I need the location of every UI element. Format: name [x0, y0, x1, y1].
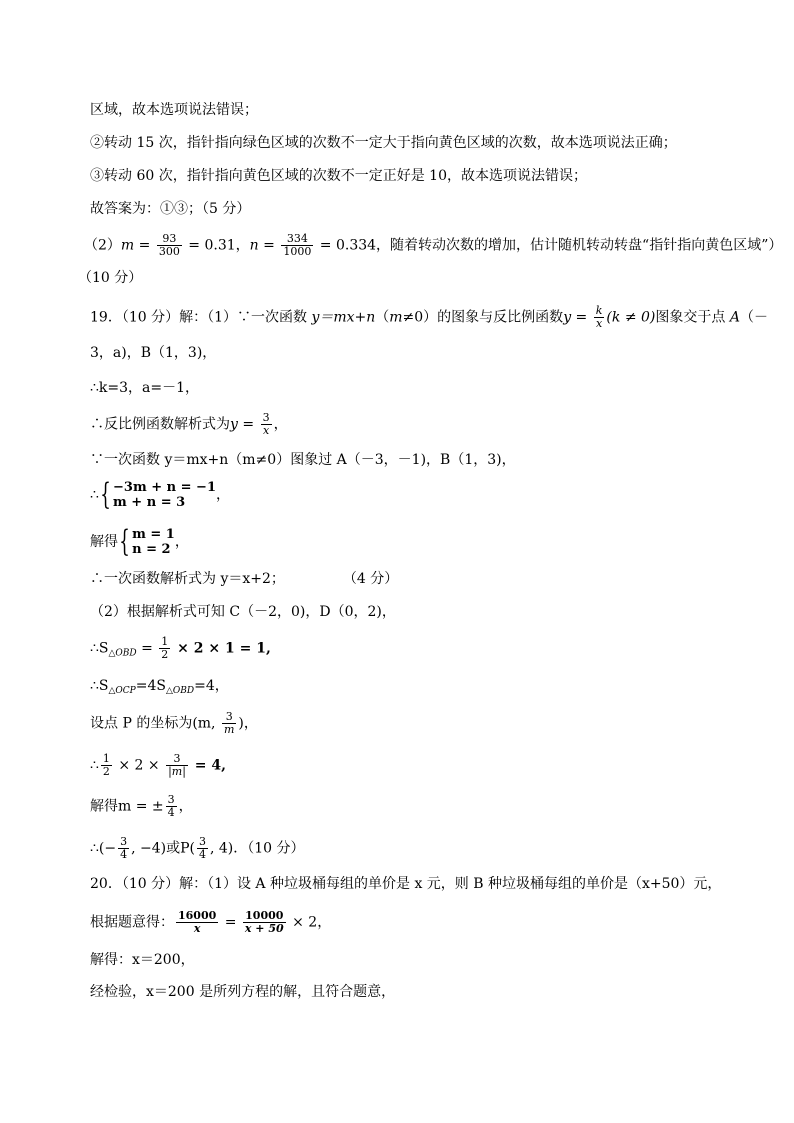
- numerator: 334: [281, 233, 313, 246]
- fraction: [261, 412, 272, 437]
- text: =: [258, 237, 280, 254]
- numerator: 3: [199, 835, 206, 848]
- equation: −3m + n = −1: [113, 480, 216, 495]
- text: = 0.334，随着转动次数的增加，估计随机转动转盘“指针指向黄色区域”）: [315, 237, 783, 254]
- text: ∴S: [90, 678, 109, 694]
- denominator: 300: [158, 245, 180, 258]
- system-line: [90, 477, 230, 512]
- denominator: x: [595, 317, 603, 330]
- numerator: 93: [157, 233, 182, 246]
- equation: y＝mx+n: [311, 309, 376, 326]
- score: （4 分）: [342, 571, 399, 587]
- text: = 4,: [189, 757, 227, 774]
- fraction: [157, 233, 182, 258]
- area-relation-line: [90, 676, 229, 701]
- text-line: 3，a)，B（1，3)，: [90, 345, 217, 361]
- text: ∴(−: [90, 840, 117, 857]
- denominator: 2: [161, 648, 169, 661]
- text: （－: [739, 309, 768, 326]
- fraction: [243, 910, 286, 935]
- text: × 2 ×: [113, 757, 165, 774]
- inverse-function-line: [90, 412, 288, 437]
- area-line: [90, 636, 271, 664]
- text: , 4)．（10 分）: [210, 840, 305, 857]
- fraction: [197, 836, 208, 861]
- text: =: [571, 309, 592, 326]
- text-line: ②转动 15 次，指针指向绿色区域的次数不一定大于指向黄色区域的次数，故本选项说法正确；: [90, 135, 677, 151]
- denominator: |m|: [168, 765, 186, 778]
- numerator: 1: [161, 635, 169, 648]
- text: , −4)或P(: [131, 840, 195, 857]
- solution-line: [90, 524, 189, 559]
- text: 解得m = ±: [90, 798, 164, 815]
- text: 根据题意得：: [90, 914, 174, 931]
- equation-system: [132, 527, 175, 557]
- text-line: 故答案为：①③；（5 分）: [90, 201, 251, 217]
- denominator: 4: [167, 806, 175, 819]
- text: 19．（10 分）解：（1）∵一次函数: [90, 309, 312, 326]
- numerator: 3: [167, 793, 175, 806]
- denominator: m: [223, 723, 235, 736]
- numerator: 3: [166, 753, 188, 766]
- point-a: A: [729, 309, 740, 326]
- brace: {: [100, 477, 111, 512]
- var-m: m: [389, 309, 403, 326]
- text: =: [237, 416, 259, 433]
- var-y: y: [563, 309, 572, 326]
- denominator: 4: [120, 848, 128, 861]
- subscript: △OBD: [108, 648, 137, 659]
- text: ∴反比例函数解析式为: [90, 416, 230, 433]
- subscript: △OBD: [165, 686, 195, 696]
- fraction: [594, 305, 605, 330]
- denominator: 1000: [283, 245, 312, 258]
- text: ，: [216, 487, 230, 503]
- subscript: △OCP: [108, 686, 136, 696]
- equation: n = 2: [132, 542, 171, 557]
- var-y: y: [230, 416, 238, 433]
- text: 解得: [90, 534, 118, 550]
- numerator: 3: [120, 835, 128, 848]
- var-m: m: [120, 237, 135, 254]
- fraction: [166, 753, 188, 778]
- equation-system: [113, 480, 216, 510]
- text-line: 20．（10 分）解：（1）设 A 种垃圾桶每组的单价是 x 元，则 B 种垃圾桶每组的单价是（x+50）元，: [90, 876, 722, 892]
- text: ∴: [90, 487, 99, 503]
- point-p-line: [90, 711, 258, 736]
- equation: m + n = 3: [113, 495, 186, 510]
- text: ，: [178, 798, 193, 815]
- text: ，: [273, 416, 288, 433]
- text-line: 经检验，x＝200 是所列方程的解，且符合题意，: [90, 984, 396, 1000]
- fraction: [118, 836, 129, 861]
- fraction: [281, 233, 313, 258]
- text: ∴一次函数解析式为 y＝x+2；: [90, 571, 285, 587]
- fraction: [159, 636, 170, 661]
- text: =4，: [194, 678, 229, 694]
- fraction: [166, 794, 177, 819]
- text: ∴S: [90, 640, 109, 657]
- denominator: 2: [102, 765, 110, 778]
- text: =: [134, 237, 155, 254]
- p-result-line: [90, 836, 305, 861]
- equation-line: [90, 910, 331, 935]
- text: 设点 P 的坐标为(m,: [90, 715, 220, 732]
- denominator: x + 50: [244, 922, 284, 935]
- numerator: k: [595, 304, 603, 317]
- denominator: x: [262, 424, 270, 437]
- text-line: （2）根据解析式可知 C（－2，0)，D（0，2)，: [90, 604, 396, 620]
- text-line: 解得：x＝200，: [90, 952, 195, 968]
- var-n: n: [249, 237, 259, 254]
- fraction: [101, 753, 112, 778]
- numerator: 1: [102, 752, 110, 765]
- equation: m = 1: [132, 527, 175, 542]
- text-line: 区域，故本选项说法错误；: [90, 102, 258, 118]
- numerator: 10000: [243, 910, 286, 923]
- fraction: [222, 711, 236, 736]
- text: × 2 × 1 = 1,: [172, 640, 271, 657]
- m-solution-line: [90, 794, 193, 819]
- text-line: （10 分）: [78, 270, 143, 286]
- text: ∴: [90, 757, 99, 774]
- text: =: [220, 914, 241, 931]
- brace: {: [119, 524, 130, 559]
- linear-function-line: [90, 569, 398, 589]
- text-line: ③转动 60 次，指针指向黄色区域的次数不一定正好是 10，故本选项说法错误；: [90, 168, 587, 184]
- text: × 2，: [287, 914, 332, 931]
- numerator: 16000: [178, 909, 217, 922]
- text: =: [136, 640, 158, 657]
- numerator: 3: [262, 411, 270, 424]
- text: （: [375, 309, 390, 326]
- condition: (k ≠ 0): [606, 309, 656, 326]
- denominator: x: [193, 922, 201, 935]
- text-line: ∴k=3，a=－1，: [90, 380, 200, 396]
- numerator: 3: [222, 711, 236, 724]
- fraction: [176, 910, 218, 935]
- text: （2）: [84, 237, 121, 254]
- text: )，: [238, 715, 258, 732]
- text: ≠0）的图象与反比例函数: [402, 309, 564, 326]
- question-19-line: [90, 305, 768, 330]
- text-line: ∵一次函数 y＝mx+n（m≠0）图象过 A（－3，－1)，B（1，3)，: [90, 452, 516, 468]
- text: =4S: [135, 678, 166, 694]
- denominator: 4: [199, 848, 206, 861]
- text: = 0.31，: [183, 237, 250, 254]
- text: ，: [174, 534, 189, 550]
- area-equation-line: [90, 753, 226, 778]
- answer-2-line: [84, 233, 782, 258]
- text: 图象交于点: [655, 309, 730, 326]
